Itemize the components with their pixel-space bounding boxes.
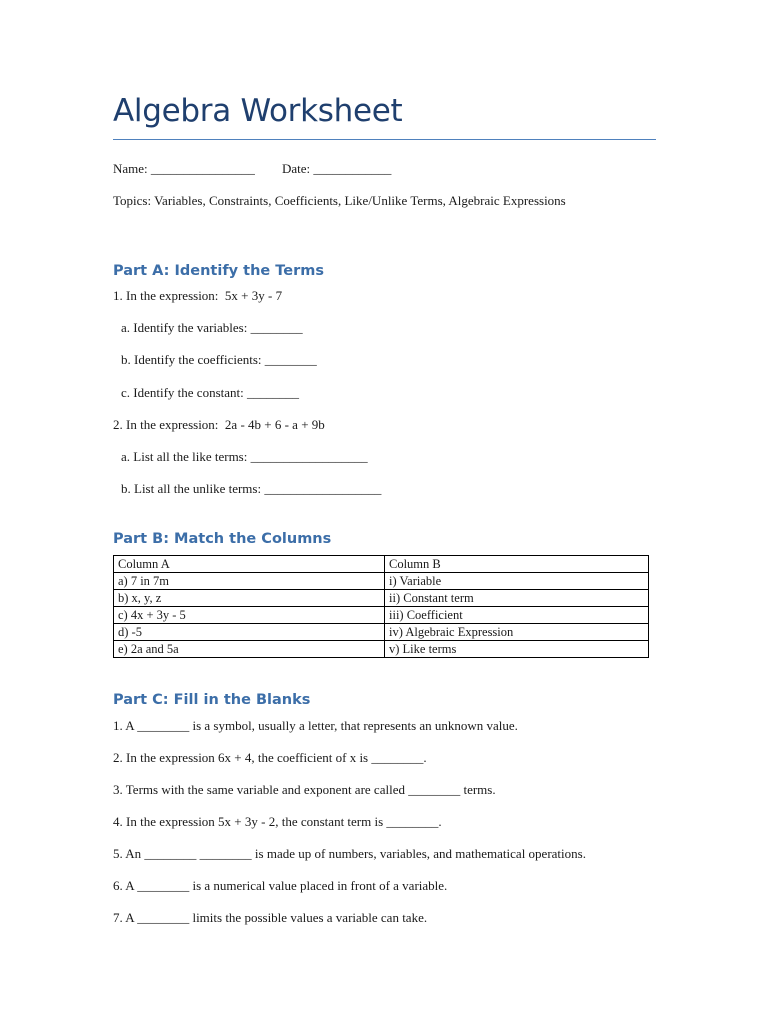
table-row xyxy=(114,590,649,607)
table-header-cell: Column B xyxy=(385,556,649,573)
part-a-q1-item-b: b. Identify the coefficients: ________ xyxy=(121,352,317,367)
part-c-question-5: 5. An ________ ________ is made up of numbers, variables, and mathematical operations. xyxy=(113,846,586,861)
part-b-heading: Part B: Match the Columns xyxy=(113,531,332,547)
table-cell: b) x, y, z xyxy=(114,590,385,607)
part-a-heading: Part A: Identify the Terms xyxy=(113,263,324,279)
part-c-question-4: 4. In the expression 5x + 3y - 2, the constant term is ________. xyxy=(113,814,442,829)
part-a-q1-item-a: a. Identify the variables: ________ xyxy=(121,320,303,335)
part-a-question-1: 1. In the expression: 5x + 3y - 7 xyxy=(113,288,283,303)
part-c-question-2: 2. In the expression 6x + 4, the coefficient of x is ________. xyxy=(113,750,427,765)
table-row xyxy=(114,556,649,573)
table-cell: i) Variable xyxy=(385,573,649,590)
part-c-question-6: 6. A ________ is a numerical value placed in front of a variable. xyxy=(113,878,448,893)
table-cell: d) -5 xyxy=(114,624,385,641)
part-c-question-7: 7. A ________ limits the possible values a variable can take. xyxy=(113,910,428,925)
date-field-line: Date: ____________ xyxy=(282,161,392,176)
table-cell: c) 4x + 3y - 5 xyxy=(114,607,385,624)
part-c-question-1: 1. A ________ is a symbol, usually a letter, that represents an unknown value. xyxy=(113,718,518,733)
part-a-question-2: 2. In the expression: 2a - 4b + 6 - a + 9b xyxy=(113,417,325,432)
table-cell: ii) Constant term xyxy=(385,590,649,607)
table-cell: a) 7 in 7m xyxy=(114,573,385,590)
part-a-q2-item-b: b. List all the unlike terms: __________________ xyxy=(121,481,382,496)
table-header-cell: Column A xyxy=(114,556,385,573)
part-a-q2-item-a: a. List all the like terms: __________________ xyxy=(121,449,368,464)
table-row xyxy=(114,624,649,641)
table-cell: v) Like terms xyxy=(385,641,649,658)
part-c-heading: Part C: Fill in the Blanks xyxy=(113,692,311,708)
part-c-question-3: 3. Terms with the same variable and exponent are called ________ terms. xyxy=(113,782,496,797)
topics-line: Topics: Variables, Constraints, Coefficients, Like/Unlike Terms, Algebraic Expressions xyxy=(113,193,566,208)
table-row xyxy=(114,573,649,590)
table-cell: iii) Coefficient xyxy=(385,607,649,624)
page-title: Algebra Worksheet xyxy=(113,93,403,129)
title-divider xyxy=(113,139,656,140)
table-cell: iv) Algebraic Expression xyxy=(385,624,649,641)
table-row xyxy=(114,641,649,658)
name-field-line: Name: ________________ xyxy=(113,161,255,176)
table-cell: e) 2a and 5a xyxy=(114,641,385,658)
table-row xyxy=(114,607,649,624)
match-columns-table xyxy=(113,555,649,658)
part-a-q1-item-c: c. Identify the constant: ________ xyxy=(121,385,299,400)
